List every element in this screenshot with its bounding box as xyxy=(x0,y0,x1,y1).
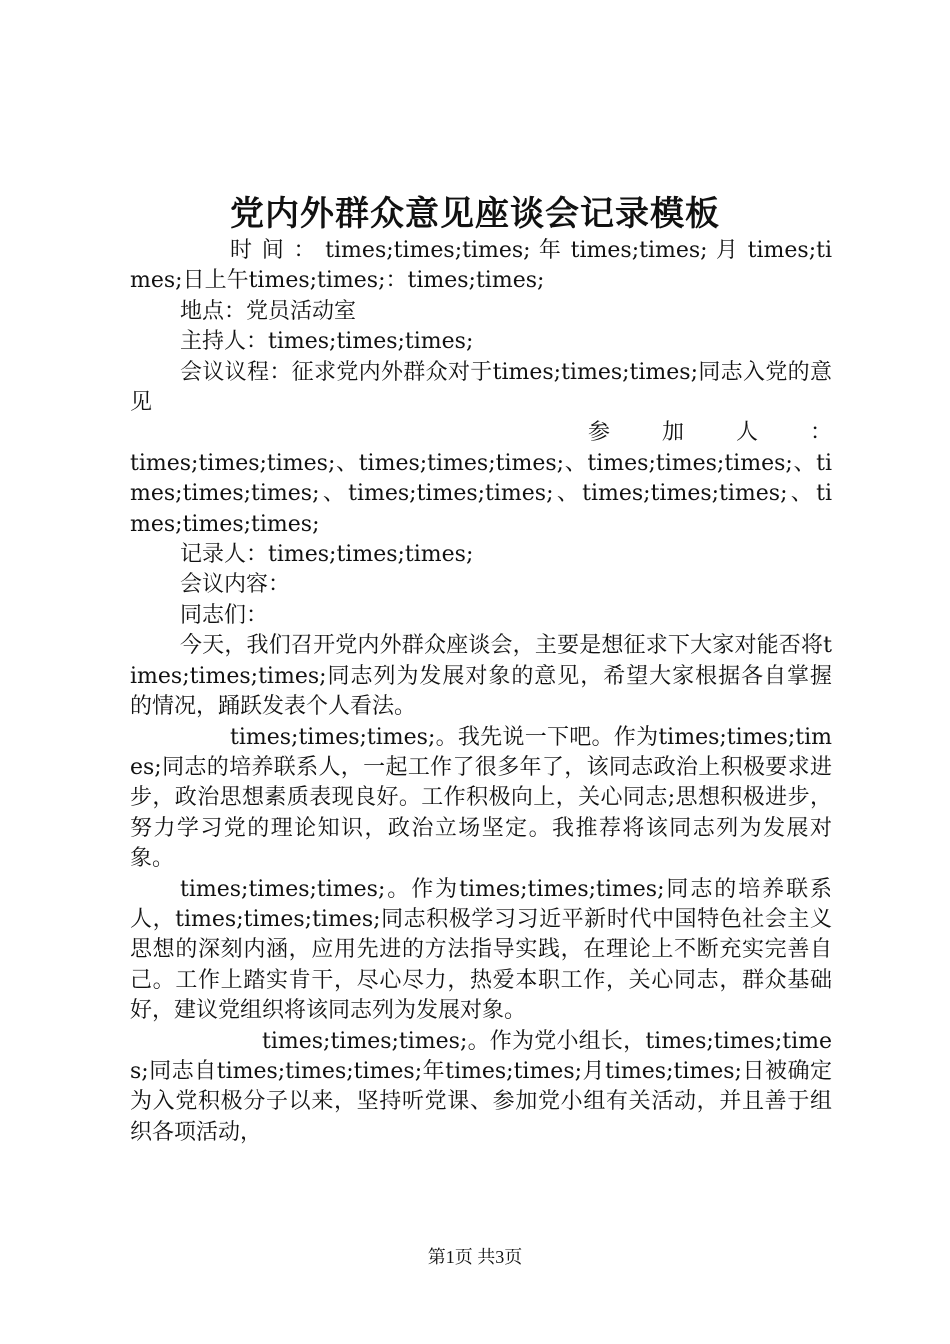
meeting-agenda: 会议议程：征求党内外群众对于times;times;times;同志入党的意见 xyxy=(130,359,832,416)
document-body xyxy=(130,236,832,1148)
meeting-time: 时 间 ： times;times;times; 年 times;times; 月 times;times;日上午times;times;：times;times; xyxy=(130,238,832,294)
meeting-location: 地点：党员活动室 xyxy=(180,298,357,324)
speech-paragraph-2: times;times;times;。作为times;times;times;同志的培养联系人，times;times;times;同志积极学习习近平新时代中国特色社会主义思想的深刻内涵，应用先进的方法指导实践，在理论上不断充实完善自己。工作上踏实肯干，尽心尽力，热爱本职工作，关心同志，群众基础好，建议党组织将该同志列为发展对象。 xyxy=(130,876,832,1024)
meeting-host: 主持人：times;times;times; xyxy=(180,329,474,355)
opening-paragraph: 今天，我们召开党内外群众座谈会，主要是想征求下大家对能否将times;times;times;同志列为发展对象的意见，希望大家根据各自掌握的情况，踊跃发表个人看法。 xyxy=(130,633,832,720)
speech-paragraph-3: times;times;times;。作为党小组长，times;times;times;同志自times;times;times;年times;times;月times;times;日被确定为入党积极分子以来，坚持听党课、参加党小组有关活动，并且善于组织各项活动， xyxy=(130,1028,832,1145)
speech-paragraph-1: times;times;times;。我先说一下吧。作为times;times;times;同志的培养联系人，一起工作了很多年了，该同志政治上积极要求进步，政治思想素质表现良好。工作积极向上，关心同志;思想积极进步，努力学习党的理论知识，政治立场坚定。我推荐将该同志列为发展对象。 xyxy=(130,724,832,872)
attendees-colon: ： xyxy=(809,420,832,446)
meeting-content-heading: 会议内容： xyxy=(180,572,291,598)
document-title: 党内外群众意见座谈会记录模板 xyxy=(230,194,720,234)
greeting: 同志们： xyxy=(180,602,269,628)
attendees-label: 参加人 xyxy=(587,420,810,446)
attendees-list: times;times;times;、times;times;times;、times;times;times;、times;times;times;、times;times;times;、times;times;times;、times;times;times; xyxy=(130,450,832,537)
meeting-recorder: 记录人：times;times;times; xyxy=(180,542,474,568)
page-footer: 第1页 共3页 xyxy=(427,1247,523,1267)
attendees-label-line xyxy=(130,418,832,448)
